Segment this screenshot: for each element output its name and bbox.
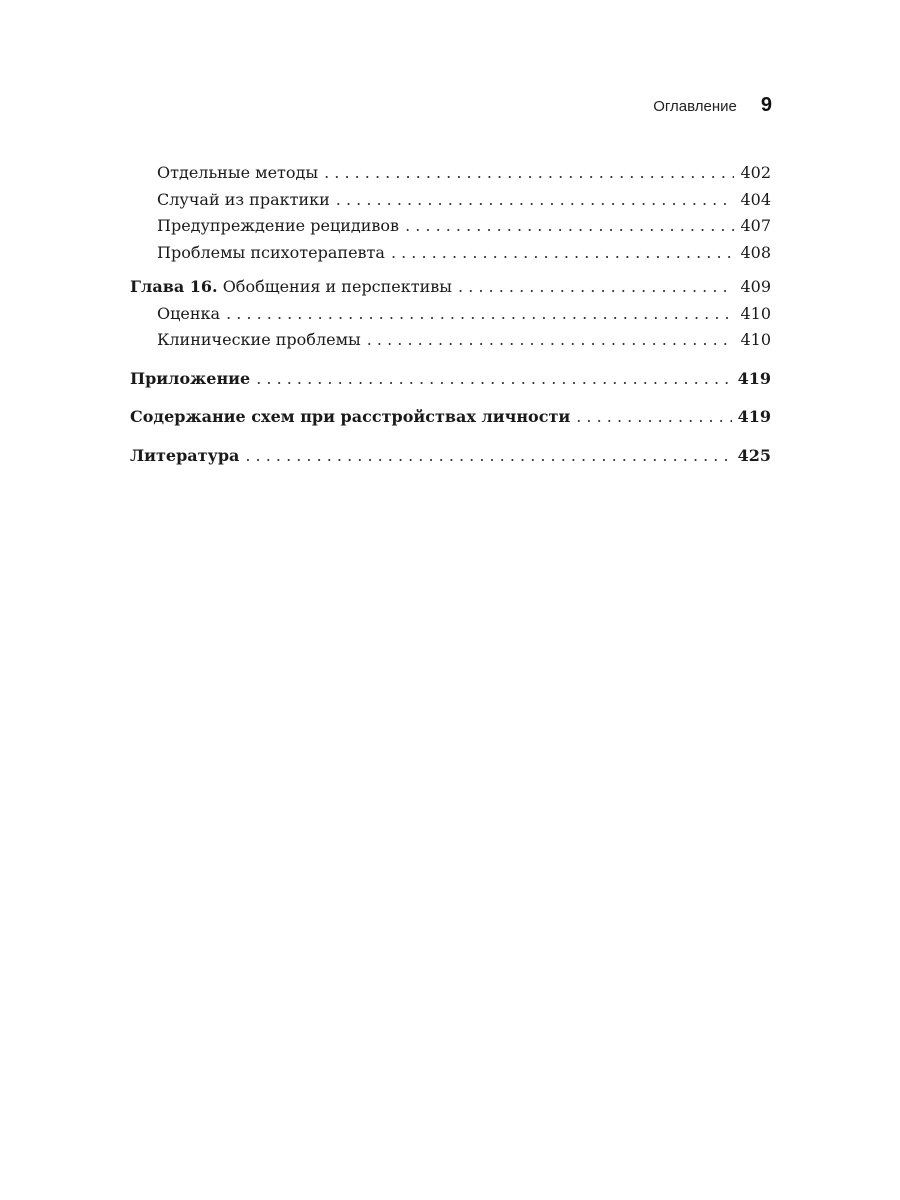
- dot-leader: [576, 404, 731, 431]
- toc-entry-page: 425: [737, 445, 771, 465]
- toc-entry-title: Отдельные методы: [157, 163, 319, 182]
- dot-leader: [324, 160, 734, 187]
- dot-leader: [245, 443, 731, 470]
- toc-entry-relapse-prevention[interactable]: [130, 213, 771, 240]
- page-number: 9: [760, 94, 772, 116]
- toc-entry-title: Приложение: [130, 368, 251, 388]
- dot-leader: [226, 301, 734, 328]
- toc-entry-page: 409: [740, 277, 771, 296]
- toc-entry-page: 410: [740, 330, 771, 349]
- dot-leader: [256, 366, 731, 393]
- running-head-section: Оглавление: [653, 98, 737, 115]
- toc-entry-clinical-problems[interactable]: [130, 327, 771, 354]
- toc-entry-page: 408: [740, 242, 771, 262]
- toc-entry-therapist-problems[interactable]: [130, 240, 771, 267]
- chapter-prefix: Глава 16.: [130, 277, 218, 296]
- toc-entry-title: Литература: [130, 445, 240, 465]
- toc-entry-page: 404: [740, 189, 771, 209]
- toc-entry-title: Содержание схем при расстройствах личности: [130, 407, 571, 426]
- toc-entry-page: 407: [740, 216, 771, 235]
- dot-leader: [391, 240, 735, 267]
- chapter-title: Обобщения и перспективы: [222, 277, 453, 296]
- dot-leader: [458, 274, 734, 301]
- toc-entry-schema-contents[interactable]: [130, 404, 771, 431]
- toc-entry-title: Оценка: [157, 303, 221, 323]
- toc-entry-page: 410: [740, 303, 771, 323]
- toc-entry-separate-methods[interactable]: [130, 160, 771, 187]
- toc-entry-title: Проблемы психотерапевта: [157, 242, 385, 262]
- toc-entry-appendix[interactable]: [130, 366, 771, 393]
- toc-entry-page: 402: [740, 163, 771, 182]
- toc-entry-title: Предупреждение рецидивов: [157, 216, 400, 235]
- toc-entry-title: Клинические проблемы: [157, 330, 361, 349]
- toc-entry-literature[interactable]: [130, 443, 771, 470]
- toc-entry-chapter-16[interactable]: [130, 274, 771, 301]
- toc-entry-case-study[interactable]: [130, 187, 771, 214]
- running-head: [653, 94, 772, 117]
- dot-leader: [336, 187, 735, 214]
- table-of-contents: [130, 160, 771, 469]
- dot-leader: [367, 327, 735, 354]
- toc-entry-page: 419: [737, 368, 771, 388]
- dot-leader: [405, 213, 734, 240]
- toc-entry-title: [130, 274, 452, 301]
- toc-entry-page: 419: [737, 407, 771, 426]
- toc-entry-title: Случай из практики: [157, 189, 330, 209]
- toc-entry-assessment[interactable]: [130, 301, 771, 328]
